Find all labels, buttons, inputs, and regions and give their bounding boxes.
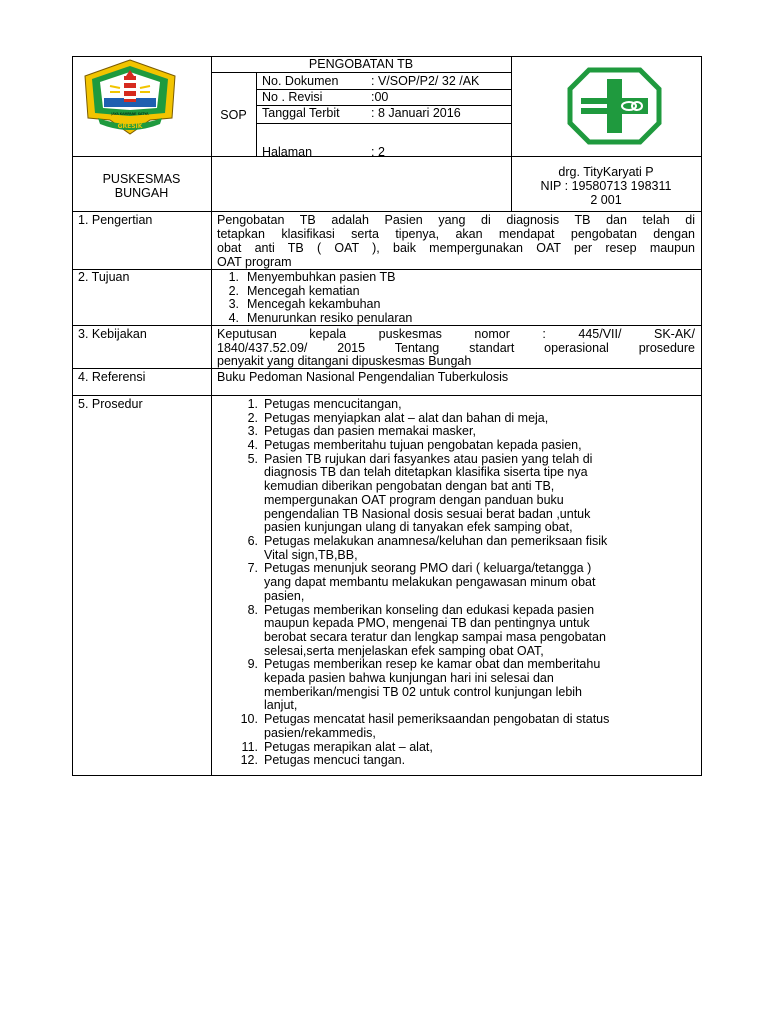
list-item-text: diagnosis TB dan telah ditetapkan klasifika siserta tipe nya (264, 465, 588, 480)
list-item-text: Petugas mencucitangan, (264, 397, 402, 411)
page-value: : 2 (371, 145, 385, 159)
list-item-text: pasien, (264, 588, 305, 603)
list-item-text: berobat secara teratur dan lengkap sampai masa pengobatan (264, 629, 606, 644)
list-item-text: Petugas memberikan konseling dan edukasi kepada pasien (264, 602, 595, 617)
section-label-referensi: 4. Referensi (78, 370, 146, 384)
kebijakan-line: Keputusan kepala puskesmas nomor : 445/VII/ SK-AK/ (217, 328, 695, 341)
list-item-number: 3. (228, 297, 239, 311)
list-item-number: 8. (247, 602, 258, 617)
svg-text:GRESIK: GRESIK (117, 123, 143, 130)
list-item-text: pasien kunjungan ulang di tanyakan efek samping obat, (264, 520, 573, 535)
list-item-number: 9. (247, 657, 258, 672)
list-item-text: Petugas memberitahu tujuan pengobatan kepada pasien, (264, 438, 582, 453)
kebijakan-line: 1840/437.52.09/ 2015 Tentang standart operasional prosedure (217, 341, 695, 355)
section-label-kebijakan: 3. Kebijakan (78, 327, 147, 341)
list-item-number: 4. (247, 438, 258, 453)
section-body-referensi: Buku Pedoman Nasional Pengendalian Tuberkulosis (217, 370, 509, 384)
list-item-number: 7. (247, 561, 258, 576)
list-item-text: Petugas dan pasien memakai masker, (264, 424, 476, 439)
gresik-emblem-icon (80, 58, 180, 138)
pengertian-line: obat anti TB ( OAT ), baik mempergunakan OAT per resep maupun (217, 242, 695, 255)
list-item-text: kepada pasien bahwa kunjungan hari ini selesai dan (264, 670, 554, 685)
list-item-text: selesai,serta menjelaskan efek samping obat OAT, (264, 643, 544, 658)
right-logo (567, 67, 662, 145)
list-item-text: Petugas merapikan alat – alat, (264, 739, 433, 754)
signatory-nip-continued: 2 001 (590, 193, 622, 207)
list-item-number: 2. (228, 283, 239, 298)
pengertian-line: OAT program (217, 255, 292, 269)
list-item-text: maupun kepada PMO, mengenai TB dan pentingnya untuk (264, 616, 590, 631)
doc-number-label: No. Dokumen (262, 74, 339, 88)
list-item-text: Menyembuhkan pasien TB (247, 270, 396, 284)
list-item-number: 3. (247, 424, 258, 439)
list-item-number: 4. (228, 310, 239, 325)
section-body-kebijakan (217, 328, 695, 369)
list-item-text: pasien/rekammedis, (264, 725, 376, 740)
revision-value: :00 (371, 90, 389, 104)
list-item-number: 5. (247, 451, 258, 466)
revision-label: No . Revisi (262, 90, 323, 104)
list-item-text: yang dapat membantu melakukan pengawasan minum obat (264, 575, 596, 590)
list-item-text: Petugas memberikan resep ke kamar obat dan memberitahu (264, 657, 601, 672)
list-item-text: Petugas melakukan anamnesa/keluhan dan pemeriksaan fisik (264, 534, 608, 548)
org-name (72, 173, 211, 200)
list-item-text: Petugas menyiapkan alat – alat dan bahan di meja, (264, 410, 549, 425)
list-item-text: Mencegah kekambuhan (247, 297, 381, 311)
document-title: PENGOBATAN TB (308, 57, 414, 71)
puskesmas-cross-icon (567, 67, 662, 145)
list-item-text: Petugas mencatat hasil pemeriksaandan pengobatan di status (264, 712, 610, 727)
list-item-number: 6. (247, 534, 258, 548)
list-item-number: 12. (240, 753, 258, 768)
left-logo (80, 58, 180, 138)
list-item-number: 1. (228, 270, 239, 284)
signatory-block (511, 166, 701, 208)
list-item (217, 271, 695, 285)
list-item-text: mempergunakan OAT program dengan panduan buku (264, 492, 564, 507)
signatory-name: drg. TityKaryati P (558, 165, 654, 179)
pengertian-line: tetapkan klasifikasi serta tipenya, akan mendapat pengobatan dengan (217, 228, 695, 241)
list-item-text: memberikan/mengisi TB 02 untuk control kunjungan lebih (264, 684, 583, 699)
kebijakan-line: penyakit yang ditangani dipuskesmas Bungah (217, 354, 472, 368)
list-item (217, 285, 695, 299)
section-label-prosedur: 5. Prosedur (78, 397, 143, 411)
list-item-text: Menurunkan resiko penularan (247, 310, 413, 325)
list-item-text: Vital sign,TB,BB, (264, 547, 358, 562)
signatory-nip: NIP : 19580713 198311 (540, 179, 672, 193)
org-name-line1: PUSKESMAS (102, 172, 181, 186)
section-label-pengertian: 1. Pengertian (78, 213, 153, 227)
list-item (217, 312, 695, 326)
list-item-number: 1. (247, 397, 258, 411)
section-label-tujuan: 2. Tujuan (78, 270, 130, 284)
list-item-number: 11. (241, 739, 258, 754)
section-body-tujuan (217, 271, 695, 325)
list-item-text: Pasien TB rujukan dari fasyankes atau pasien yang telah di (264, 451, 593, 466)
issue-date-value: : 8 Januari 2016 (371, 106, 461, 120)
list-item-text: kemudian diberikan pengobatan dengan bat anti TB, (264, 479, 555, 494)
list-item-text: pengendalian TB Nasional dosis sesuai berat badan ,untuk (264, 506, 591, 521)
sop-label: SOP (220, 108, 247, 122)
list-item-number: 10. (240, 712, 258, 727)
list-item-text: lanjut, (264, 698, 298, 713)
org-name-line2: BUNGAH (114, 185, 169, 200)
section-body-pengertian (217, 214, 695, 270)
pengertian-line: Pengobatan TB adalah Pasien yang di diagnosis TB dan telah di (217, 214, 695, 227)
list-item-number: 2. (247, 410, 258, 425)
list-item-text: Petugas menunjuk seorang PMO dari ( keluarga/tetangga ) (264, 561, 592, 576)
list-item-text: Mencegah kematian (247, 283, 360, 298)
svg-text:JAYA KAMPANE SATYA: JAYA KAMPANE SATYA (111, 112, 149, 116)
list-item-text: Petugas mencuci tangan. (264, 753, 406, 768)
list-item (217, 298, 695, 312)
doc-number-value: : V/SOP/P2/ 32 /AK (371, 74, 480, 88)
page-label: Halaman (262, 145, 313, 159)
issue-date-label: Tanggal Terbit (262, 106, 340, 120)
